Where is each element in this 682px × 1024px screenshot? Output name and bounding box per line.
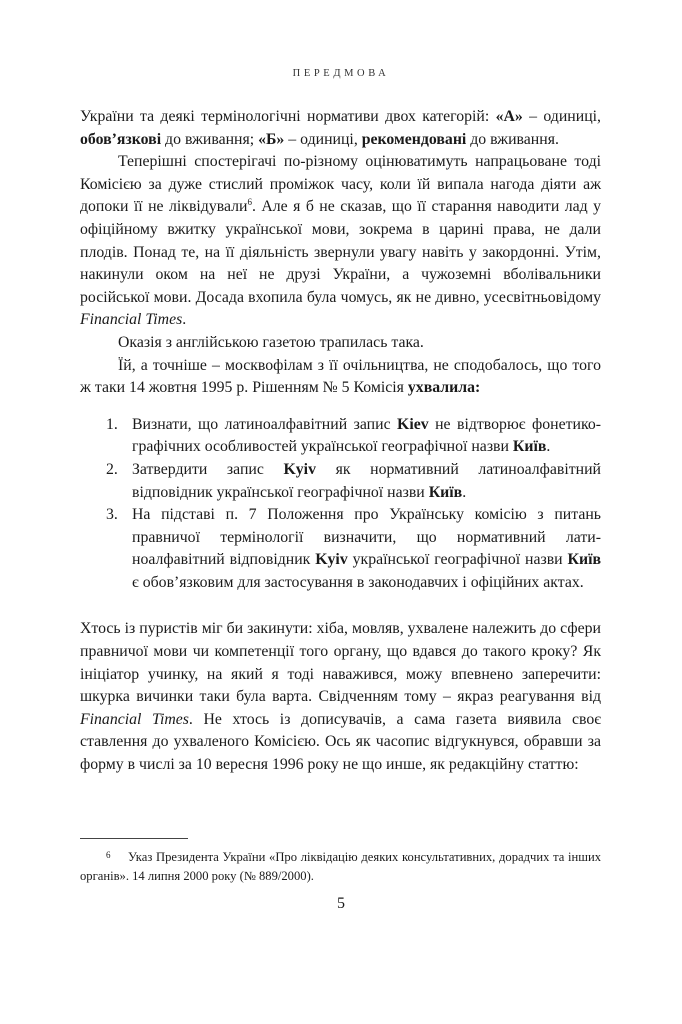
- text-run: .: [462, 483, 467, 501]
- text-run: української географічної назви: [347, 551, 568, 569]
- text-run: – одиниці,: [284, 130, 362, 148]
- text-run: .: [182, 311, 187, 329]
- page-number: 5: [337, 895, 345, 912]
- newspaper-name: Financial Times: [80, 710, 189, 728]
- main-text: [80, 106, 601, 777]
- decision-list: [80, 414, 601, 595]
- paragraph-1: [80, 106, 601, 151]
- text-run: як нормативний латиноалфавітний відповідник української географічної назви: [132, 460, 601, 501]
- text-run: На підставі п. 7 Положення про Українську комісію з питань правничої термінології визначити, що нормативний латиноалфавітний відповідник: [132, 506, 601, 569]
- newspaper-name: Financial Times: [80, 311, 183, 329]
- list-item: [80, 459, 601, 504]
- text-run: – одиниці,: [522, 108, 601, 125]
- bold-term-mandatory: обов’язкові: [80, 130, 162, 148]
- paragraph-2: [80, 151, 601, 332]
- bold-term-recommended: рекомендовані: [361, 130, 467, 148]
- footnote-text: Указ Президента України «Про ліквідацію деяких консультативних, дорадчих та інших органів». 14 липня 2000 року (№ 889/2000).: [80, 850, 601, 883]
- text-run: до вживання;: [161, 130, 259, 148]
- bold-term: Київ: [428, 483, 463, 501]
- text-run: не відтворює фонетико-графічних особливостей української географічної назви: [132, 415, 601, 456]
- category-a: «А»: [495, 108, 523, 125]
- text-run: до вживання.: [466, 130, 559, 148]
- bold-term: Kyiv: [315, 551, 348, 569]
- footnote-reference: 6: [247, 197, 252, 208]
- list-number: 3.: [106, 506, 118, 524]
- text-run: . Але я б не сказав, що її старання наводити лад у офіційному вжитку української мови, зокрема в царині права, не дали плодів. Понад те, на її діяльність звернули увагу навіть у закордонні. Утім, накинули оком на неї не друзі України, а чужоземні вболівальники російської мови. Досада вхопила була чомусь, як не дивно, усесвітньовідому: [80, 198, 601, 306]
- text-run: є обов’язковим для застосування в законодавчих і офіційних актах.: [132, 573, 584, 591]
- text-run: Хтось із пуристів міг би закинути: хіба, мовляв, ухвалене належить до сфери правничої мови чи компетенції того органу, що вдався до такого кроку? Як ініціатор учинку, на який я тоді наважився, можу впевнено заперечити: шкурка вичинки таки була варта. Свідченням тому – якраз реагування від: [80, 620, 601, 706]
- footnote-divider: [80, 838, 188, 839]
- text-run: .: [546, 438, 551, 456]
- bold-term: Київ: [512, 438, 547, 456]
- text-run: Визнати, що латиноалфавітний запис: [132, 415, 398, 433]
- paragraph-4: [80, 355, 601, 400]
- text-run: України та деякі термінологічні нормативи двох категорій:: [80, 108, 496, 125]
- bold-term: Kyiv: [283, 460, 316, 478]
- category-b: «Б»: [258, 130, 285, 148]
- paragraph-3: Оказія з англійською газетою трапилась така.: [118, 333, 424, 351]
- bold-term: Київ: [567, 551, 601, 569]
- bold-term: Kiev: [397, 415, 429, 433]
- list-number: 2.: [106, 460, 118, 478]
- list-number: 1.: [106, 415, 118, 433]
- bold-resolved: ухвалила:: [407, 379, 481, 397]
- text-run: Теперішні спостерігачі по-різному оцінюватимуть напрацьоване тоді Комісією за дуже стислий проміжок часу, коли їй випала нагода діяти аж допоки її не ліквідували: [80, 153, 601, 216]
- running-head: ПЕРЕДМОВА: [292, 68, 390, 79]
- footnote: [80, 846, 601, 886]
- text-run: Їй, а точніше – москвофілам з її очільництва, не сподобалось, що того ж таки 14 жовтня 1995 р. Рішенням № 5 Комісія: [80, 356, 601, 397]
- paragraph-5: [80, 618, 601, 776]
- list-item: [80, 414, 601, 459]
- list-item: [80, 504, 601, 594]
- text-run: . Не хтось із дописувачів, а сама газета виявила своє ставлення до ухваленого Комісією. Ось як часопис відгукнувся, обравши за форму в числі за 10 вересня 1996 року не що инше, як редакційну статтю:: [80, 710, 601, 774]
- text-run: Затвердити запис: [132, 460, 284, 478]
- footnote-mark: 6: [106, 850, 111, 860]
